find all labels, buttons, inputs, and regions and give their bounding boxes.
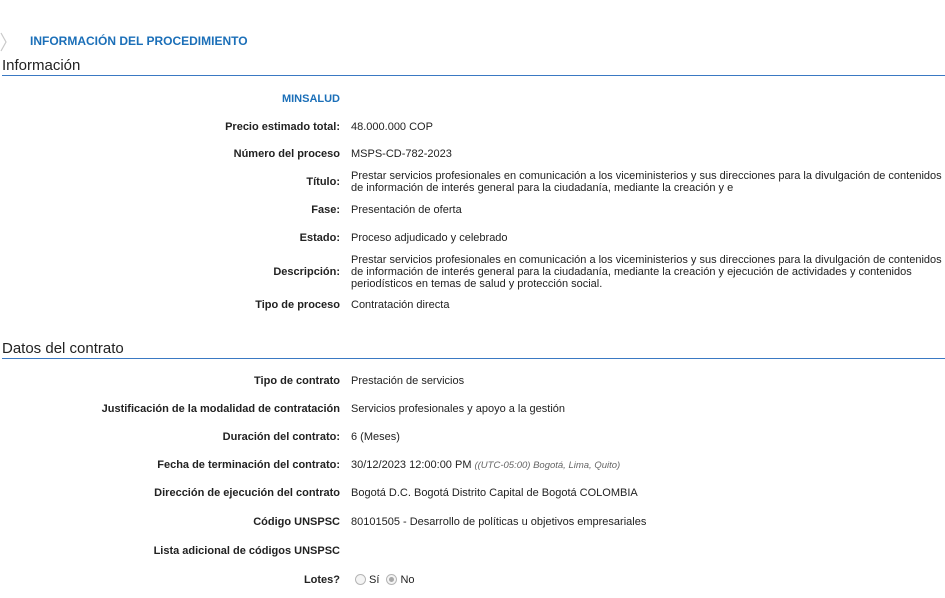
field-label: Fecha de terminación del contrato: <box>157 459 340 471</box>
field-label: Código UNSPSC <box>253 516 340 528</box>
lots-yes-radio[interactable] <box>355 574 366 585</box>
lots-yes-label[interactable]: Sí <box>369 574 380 586</box>
field-value <box>351 459 943 472</box>
section-heading-info: Información <box>2 57 945 76</box>
end-date-value: 30/12/2023 12:00:00 PM <box>351 459 472 471</box>
field-value: 48.000.000 COP <box>351 121 433 133</box>
field-label: Fase: <box>311 204 340 216</box>
field-value: MSPS-CD-782-2023 <box>351 148 452 160</box>
field-value: Prestar servicios profesionales en comunicación a los viceministerios y sus direcciones para la divulgación de contenidos de información de interés general para la ciudadanía, mediante la creación y ejecución de actividades y contenidos periodísticos en temas de salud y protección social. <box>351 254 942 290</box>
field-label: Estado: <box>299 232 340 244</box>
entity-name: MINSALUD <box>281 93 340 105</box>
field-label: Justificación de la modalidad de contratación <box>101 403 340 415</box>
lots-radio-group <box>355 574 945 586</box>
field-value: Presentación de oferta <box>351 204 462 216</box>
lots-no-label[interactable]: No <box>400 574 415 586</box>
field-value: 6 (Meses) <box>351 431 400 443</box>
field-value: Contratación directa <box>351 299 450 311</box>
field-label: Lista adicional de códigos UNSPSC <box>153 545 340 557</box>
field-value: Prestación de servicios <box>351 375 465 387</box>
field-label: Descripción: <box>273 266 340 278</box>
field-value: Prestar servicios profesionales en comunicación a los viceministerios y sus direcciones para la divulgación de contenidos de información de interés general para la ciudadanía, mediante la creación y e <box>351 170 942 194</box>
field-label: Precio estimado total: <box>225 121 340 133</box>
field-label: Número del proceso <box>233 148 340 160</box>
chevron-right-icon[interactable] <box>0 32 8 52</box>
procedure-title: INFORMACIÓN DEL PROCEDIMIENTO <box>30 34 248 48</box>
field-label: Dirección de ejecución del contrato <box>154 487 340 499</box>
lots-no-radio[interactable] <box>386 574 397 585</box>
field-value: Bogotá D.C. Bogotá Distrito Capital de Bogotá COLOMBIA <box>351 487 638 499</box>
field-label: Lotes? <box>303 574 340 586</box>
field-value: Proceso adjudicado y celebrado <box>351 232 508 244</box>
field-value: Servicios profesionales y apoyo a la gestión <box>351 403 566 415</box>
field-value: 80101505 - Desarrollo de políticas u objetivos empresariales <box>351 516 647 528</box>
field-label: Título: <box>306 176 340 188</box>
field-label: Tipo de contrato <box>254 375 340 387</box>
field-label: Tipo de proceso <box>255 299 340 311</box>
timezone-note: ((UTC-05:00) Bogotá, Lima, Quito) <box>474 460 621 471</box>
field-label: Duración del contrato: <box>222 431 340 443</box>
section-heading-contract: Datos del contrato <box>2 340 945 359</box>
